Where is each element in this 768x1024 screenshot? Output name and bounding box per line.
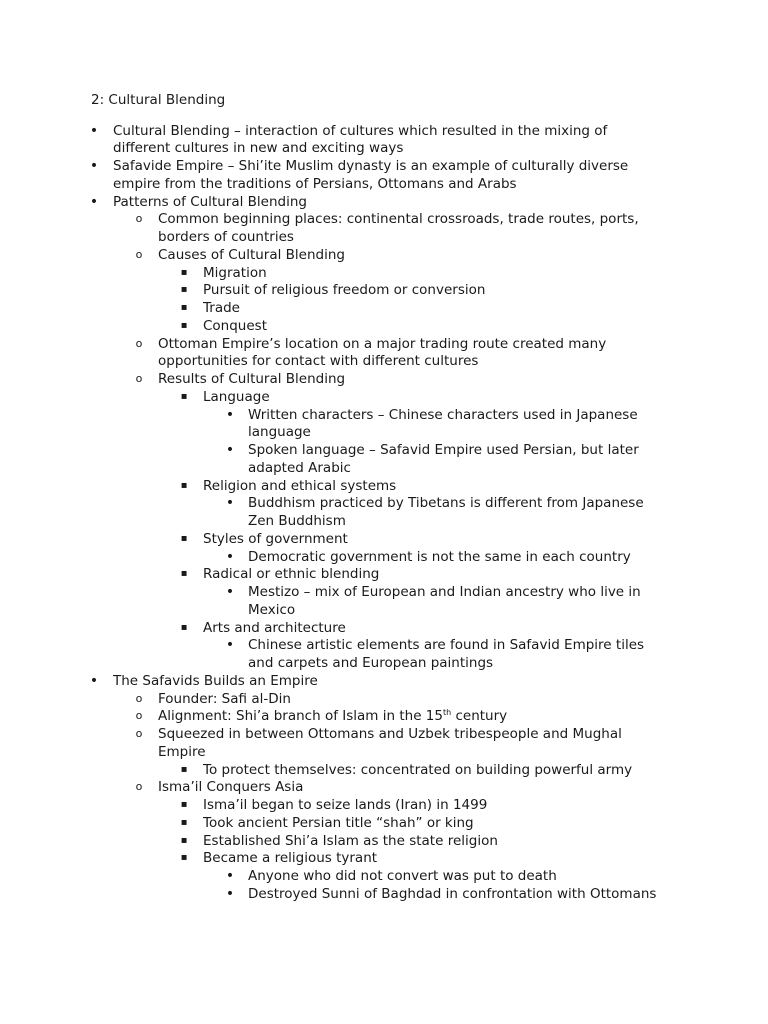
outline-item-text: Took ancient Persian title “shah” or king xyxy=(203,814,474,831)
outline-item-text: borders of countries xyxy=(158,229,294,245)
superscript-ordinal: th xyxy=(442,708,452,718)
bullet-marker-level-2: ▪ xyxy=(180,621,188,633)
bullet-marker-level-2: ▪ xyxy=(180,319,188,331)
bullet-marker-level-1: o xyxy=(135,780,143,794)
outline-item-text: Established Shi’a Islam as the state religion xyxy=(203,832,498,849)
text-segment: century xyxy=(451,708,508,725)
outline-item-text: Democratic government is not the same in each country xyxy=(248,548,631,565)
bullet-marker-level-2: ▪ xyxy=(180,302,188,313)
bullet-marker-level-3: • xyxy=(225,637,235,654)
outline-item-text: Common beginning places: continental crossroads, trade routes, ports, xyxy=(158,211,639,228)
bullet-marker-level-2: ▪ xyxy=(180,266,188,278)
bullet-marker-level-2: ▪ xyxy=(180,390,188,402)
bullet-marker-level-3: • xyxy=(225,584,235,600)
bullet-marker-level-2: ▪ xyxy=(180,763,188,775)
outline-item-text: Arts and architecture xyxy=(203,619,346,636)
bullet-marker-level-1: o xyxy=(135,372,143,385)
outline-item-text: and carpets and European paintings xyxy=(248,655,494,671)
outline-item-text: opportunities for contact with different cultures xyxy=(158,353,479,370)
outline-item-text: The Safavids Builds an Empire xyxy=(113,672,318,689)
bullet-marker-level-3: • xyxy=(225,406,235,423)
outline-item-text: Pursuit of religious freedom or conversion xyxy=(203,282,486,299)
bullet-marker-level-1: o xyxy=(135,247,143,261)
outline-item-text: Destroyed Sunni of Baghdad in confrontation with Ottomans xyxy=(248,885,657,902)
bullet-marker-level-2: ▪ xyxy=(180,284,188,296)
bullet-marker-level-1: o xyxy=(135,212,143,226)
outline-item-text: Migration xyxy=(203,264,267,281)
outline-item-text: Empire xyxy=(158,743,206,760)
outline-item-text: adapted Arabic xyxy=(248,459,351,476)
text-segment: Alignment: Shi’a branch of Islam in the 15 xyxy=(158,708,443,725)
outline-item-text: Results of Cultural Blending xyxy=(158,371,346,387)
bullet-marker-level-3: • xyxy=(225,442,235,458)
bullet-marker-level-3: • xyxy=(225,868,235,884)
outline-item-text: Isma’il began to seize lands (Iran) in 1499 xyxy=(203,797,488,813)
outline-item-text: To protect themselves: concentrated on building powerful army xyxy=(203,761,633,778)
outline-item-text: Isma’il Conquers Asia xyxy=(158,779,304,796)
outline-item-text xyxy=(158,707,507,725)
outline-item-text: Anyone who did not convert was put to death xyxy=(248,868,557,884)
outline-item-text: Trade xyxy=(203,300,240,316)
bullet-marker-level-0: • xyxy=(89,193,99,210)
outline-item-text: empire from the traditions of Persians, Ottomans and Arabs xyxy=(113,175,517,192)
outline-item-text: Founder: Safi al-Din xyxy=(158,690,291,707)
outline-item-text: Conquest xyxy=(203,317,267,334)
bullet-marker-level-2: ▪ xyxy=(180,816,188,828)
outline-item-text: Squeezed in between Ottomans and Uzbek tribespeople and Mughal xyxy=(158,726,622,742)
outline-item-text: Became a religious tyrant xyxy=(203,850,378,867)
outline-item-text: language xyxy=(248,424,311,441)
bullet-marker-level-2: ▪ xyxy=(180,568,188,580)
outline-item-text: Radical or ethnic blending xyxy=(203,566,380,583)
outline-item-text: Religion and ethical systems xyxy=(203,477,397,494)
bullet-marker-level-1: o xyxy=(135,691,143,705)
bullet-marker-level-1: o xyxy=(135,727,143,740)
bullet-marker-level-2: ▪ xyxy=(180,852,188,864)
outline-item-text: Zen Buddhism xyxy=(248,513,346,529)
bullet-marker-level-3: • xyxy=(225,885,235,902)
outline-item-text: Safavide Empire – Shi’ite Muslim dynasty is an example of culturally diverse xyxy=(113,158,629,174)
outline-item-text: Styles of government xyxy=(203,530,348,547)
bullet-marker-level-0: • xyxy=(89,122,99,139)
outline-item-text: Language xyxy=(203,388,270,405)
outline-item-text: Buddhism practiced by Tibetans is different from Japanese xyxy=(248,495,644,512)
bullet-marker-level-3: • xyxy=(225,548,235,565)
bullet-marker-level-2: ▪ xyxy=(180,532,188,544)
bullet-marker-level-3: • xyxy=(225,495,235,512)
bullet-marker-level-1: o xyxy=(135,709,143,723)
outline-item-text: Causes of Cultural Blending xyxy=(158,246,345,263)
outline-item-text: Mexico xyxy=(248,601,296,618)
outline-item-text: different cultures in new and exciting ways xyxy=(113,140,404,157)
outline-item-text: Mestizo – mix of European and Indian ancestry who live in xyxy=(248,584,641,600)
page-title: 2: Cultural Blending xyxy=(91,92,226,108)
outline-item-text: Cultural Blending – interaction of cultures which resulted in the mixing of xyxy=(113,122,608,139)
outline-item-text: Patterns of Cultural Blending xyxy=(113,193,307,210)
bullet-marker-level-0: • xyxy=(89,672,99,689)
bullet-marker-level-2: ▪ xyxy=(180,799,188,810)
outline-item-text: Written characters – Chinese characters used in Japanese xyxy=(248,406,638,423)
bullet-marker-level-2: ▪ xyxy=(180,479,188,491)
bullet-marker-level-2: ▪ xyxy=(180,834,188,846)
outline-item-text: Spoken language – Safavid Empire used Persian, but later xyxy=(248,442,639,458)
outline-item-text: Chinese artistic elements are found in Safavid Empire tiles xyxy=(248,637,645,654)
bullet-marker-level-0: • xyxy=(89,158,99,174)
bullet-marker-level-1: o xyxy=(135,336,143,350)
outline-item-text: Ottoman Empire’s location on a major trading route created many xyxy=(158,335,607,352)
